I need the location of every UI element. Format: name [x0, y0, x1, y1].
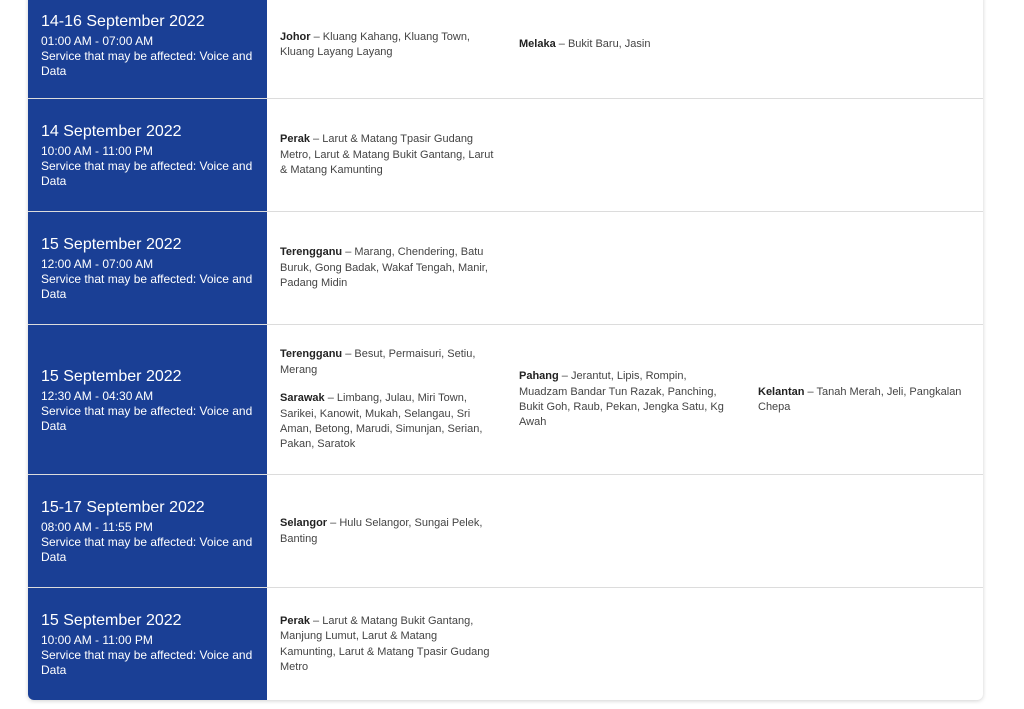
state-name: Johor	[280, 30, 311, 43]
state-name: Perak	[280, 614, 310, 627]
service-affected: Service that may be affected: Voice and Data	[41, 535, 253, 564]
region-entry: Perak – Larut & Matang Bukit Gantang, Manjung Lumut, Larut & Matang Kamunting, Larut & Matang Tpasir Gudang Metro	[280, 614, 490, 673]
area-column	[519, 325, 734, 475]
date-title: 15 September 2022	[41, 612, 182, 629]
time-range: 08:00 AM - 11:55 PM	[41, 520, 153, 534]
region-entry: Perak – Larut & Matang Tpasir Gudang Metro, Larut & Matang Bukit Gantang, Larut & Matang Kamunting	[280, 133, 494, 177]
state-name: Perak	[280, 133, 310, 146]
date-title: 15 September 2022	[41, 236, 182, 253]
region-entry: Kelantan – Tanah Merah, Jeli, Pangkalan Chepa	[758, 385, 962, 413]
region-entry: Pahang – Jerantut, Lipis, Rompin, Muadzam Bandar Tun Razak, Panching, Bukit Goh, Raub, Pekan, Jengka Satu, Kg Awah	[519, 370, 724, 429]
date-title: 15 September 2022	[41, 367, 182, 385]
area-list: Kluang Kahang, Kluang Town, Kluang Layang Layang	[280, 30, 470, 58]
date-title: 15-17 September 2022	[41, 499, 205, 516]
maintenance-schedule-table	[28, 0, 983, 700]
time-range: 10:00 AM - 11:00 PM	[41, 633, 153, 647]
schedule-row	[28, 98, 983, 212]
state-name: Selangor	[280, 517, 328, 530]
area-list: Besut, Permaisuri, Setiu, Merang	[280, 348, 476, 376]
time-range: 12:00 AM - 07:00 AM	[41, 257, 154, 271]
area-list: Larut & Matang Bukit Gantang, Manjung Lumut, Larut & Matang Kamunting, Larut & Matang Tpasir Gudang Metro	[280, 614, 490, 673]
area-list: Jerantut, Lipis, Rompin, Muadzam Bandar Tun Razak, Panching, Bukit Goh, Raub, Pekan, Jengka Satu, Kg Awah	[519, 370, 724, 429]
schedule-row	[28, 587, 983, 700]
date-cell	[28, 588, 267, 700]
state-name: Kelantan	[758, 385, 805, 398]
service-affected: Service that may be affected: Voice and Data	[41, 272, 253, 301]
time-range: 01:00 AM - 07:00 AM	[41, 33, 154, 48]
region-entry: Selangor – Hulu Selangor, Sungai Pelek, Banting	[280, 517, 483, 545]
area-list: Limbang, Julau, Miri Town, Sarikei, Kanowit, Mukah, Selangau, Sri Aman, Betong, Marudi, Simunjan, Serian, Pakan, Saratok	[280, 392, 483, 451]
state-name: Sarawak	[280, 392, 325, 405]
service-affected: Service that may be affected: Voice and Data	[41, 159, 253, 188]
schedule-row	[28, 211, 983, 325]
region-entry: Terengganu – Besut, Permaisuri, Setiu, Merang	[280, 348, 476, 376]
service-affected: Service that may be affected: Voice and Data	[41, 648, 253, 677]
area-list: Tanah Merah, Jeli, Pangkalan Chepa	[758, 385, 962, 413]
date-cell	[28, 212, 267, 325]
date-cell	[28, 475, 267, 588]
area-list: Larut & Matang Tpasir Gudang Metro, Larut & Matang Bukit Gantang, Larut & Matang Kamunting	[280, 133, 494, 177]
area-column	[519, 0, 734, 98]
schedule-row	[28, 474, 983, 588]
schedule-row	[28, 0, 983, 98]
area-column	[280, 212, 495, 325]
area-column	[280, 0, 495, 98]
region-entry: Sarawak – Limbang, Julau, Miri Town, Sarikei, Kanowit, Mukah, Selangau, Sri Aman, Betong, Marudi, Simunjan, Serian, Pakan, Saratok	[280, 392, 483, 451]
time-range: 10:00 AM - 11:00 PM	[41, 144, 153, 158]
area-column	[280, 475, 495, 588]
state-name: Pahang	[519, 370, 559, 383]
area-column	[280, 588, 495, 700]
date-title: 14-16 September 2022	[41, 12, 205, 30]
area-column	[280, 99, 495, 212]
state-name: Terengganu	[280, 246, 343, 259]
area-column	[280, 325, 495, 475]
date-cell	[28, 0, 267, 98]
region-entry: Melaka – Bukit Baru, Jasin	[519, 38, 651, 51]
schedule-row	[28, 324, 983, 475]
area-column	[758, 325, 973, 475]
date-cell	[28, 99, 267, 212]
area-list: Marang, Chendering, Batu Buruk, Gong Badak, Wakaf Tengah, Manir, Padang Midin	[280, 246, 488, 290]
region-entry: Johor – Kluang Kahang, Kluang Town, Kluang Layang Layang	[280, 30, 470, 58]
service-affected: Service that may be affected: Voice and Data	[41, 48, 253, 78]
area-list: Hulu Selangor, Sungai Pelek, Banting	[280, 517, 483, 545]
area-list: Bukit Baru, Jasin	[567, 38, 651, 51]
date-title: 14 September 2022	[41, 123, 182, 140]
region-entry: Terengganu – Marang, Chendering, Batu Buruk, Gong Badak, Wakaf Tengah, Manir, Padang Midin	[280, 246, 488, 290]
state-name: Terengganu	[280, 348, 343, 361]
service-affected: Service that may be affected: Voice and Data	[41, 403, 253, 433]
date-cell	[28, 325, 267, 475]
time-range: 12:30 AM - 04:30 AM	[41, 388, 154, 403]
state-name: Melaka	[519, 38, 556, 51]
